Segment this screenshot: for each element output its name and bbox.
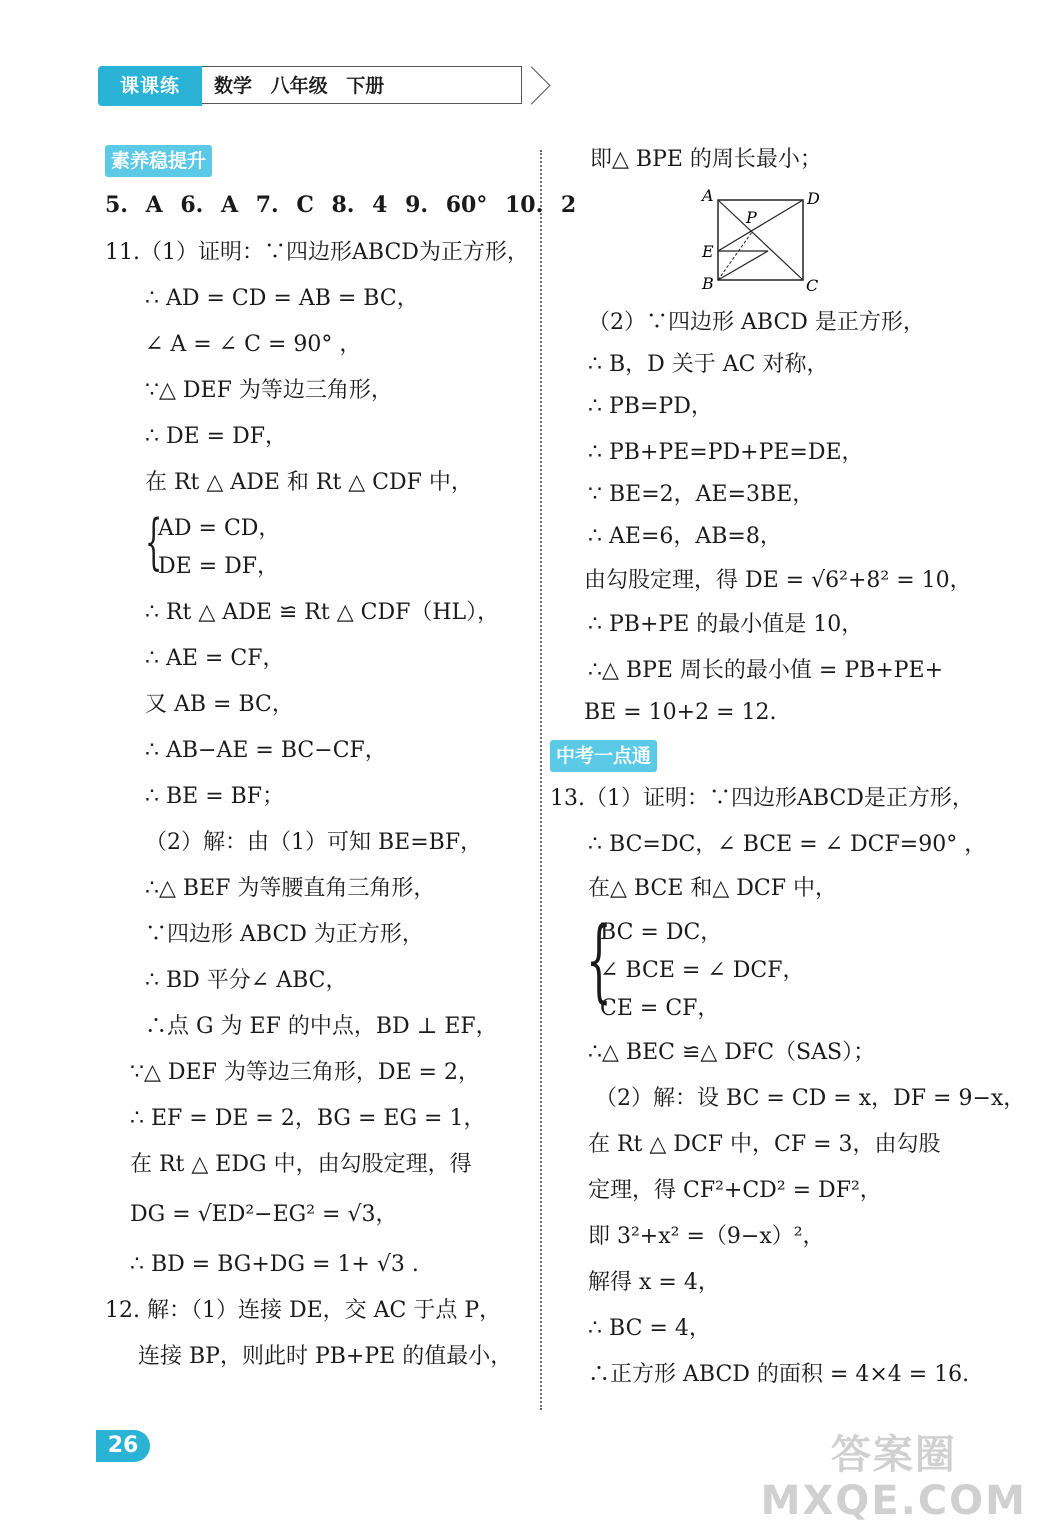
left-line-16: ∴ BD 平分∠ ABC， <box>145 968 348 993</box>
left-line-9: ∴ AE = CF， <box>145 646 285 671</box>
brace-1: { <box>145 507 163 577</box>
left-line-6: AD = CD， <box>158 516 281 541</box>
page-number: 26 <box>96 1430 150 1462</box>
column-divider <box>540 150 542 1410</box>
section-tag-2: 中考一点通 <box>550 740 657 772</box>
left-line-23: 12. 解：（1）连接 DE，交 AC 于点 P， <box>105 1298 502 1323</box>
left-line-8: ∴ Rt △ ADE ≌ Rt △ CDF（HL）， <box>145 600 500 625</box>
label-p: P <box>746 208 757 227</box>
left-line-11: ∴ AB−AE = BC−CF， <box>145 738 387 763</box>
right-bottom-line-9: 定理，得 CF²+CD² = DF²， <box>588 1178 882 1203</box>
right-mid-line-7: ∴ PB+PE 的最小值是 10， <box>588 612 864 637</box>
label-b: B <box>702 274 714 293</box>
segment-de <box>718 200 803 251</box>
label-e: E <box>702 242 714 261</box>
left-line-4: ∴ DE = DF， <box>145 424 288 449</box>
left-line-1: ∴ AD = CD = AB = BC， <box>145 286 419 311</box>
label-c: C <box>806 276 819 295</box>
left-line-21: DG = √ED²−EG² = √3， <box>130 1202 398 1227</box>
right-bottom-line-0: 13.（1）证明：∵四边形ABCD是正方形， <box>550 786 974 811</box>
right-mid-line-5: ∴ AE=6，AB=8， <box>588 524 782 549</box>
left-line-3: ∵△ DEF 为等边三角形， <box>145 378 393 403</box>
right-bottom-line-8: 在 Rt △ DCF 中，CF = 3，由勾股 <box>588 1132 941 1157</box>
right-mid-line-8: ∴△ BPE 周长的最小值 = PB+PE+ <box>588 658 944 683</box>
right-bottom-line-3: BC = DC， <box>600 920 723 945</box>
watermark-logo: 答案圈 MXQE.COM <box>760 1432 1027 1524</box>
right-mid-line-3: ∴ PB+PE=PD+PE=DE， <box>588 440 864 465</box>
right-mid-line-2: ∴ PB=PD， <box>588 394 713 419</box>
right-mid-line-4: ∵ BE=2，AE=3BE， <box>588 482 815 507</box>
subject-label: 数学 八年级 下册 <box>202 66 522 104</box>
right-bottom-line-2: 在△ BCE 和△ DCF 中， <box>588 876 838 901</box>
left-line-12: ∴ BE = BF； <box>145 784 285 809</box>
label-d: D <box>807 189 820 208</box>
right-bottom-line-12: ∴ BC = 4， <box>588 1316 711 1341</box>
left-line-10: 又 AB = BC， <box>145 692 294 717</box>
right-mid-line-0: （2）∵四边形 ABCD 是正方形， <box>588 310 925 335</box>
right-bottom-line-5: CE = CF， <box>600 996 720 1021</box>
right-bottom-line-4: ∠ BCE = ∠ DCF， <box>600 958 805 983</box>
right-bottom-line-13: ∴正方形 ABCD 的面积 = 4×4 = 16. <box>588 1362 970 1387</box>
right-mid-line-1: ∴ B，D 关于 AC 对称， <box>588 352 829 377</box>
left-line-7: DE = DF， <box>158 554 280 579</box>
left-line-5: 在 Rt △ ADE 和 Rt △ CDF 中， <box>145 470 473 495</box>
section-tag-1: 素养稳提升 <box>105 145 212 177</box>
label-a: A <box>702 186 714 205</box>
left-line-13: （2）解：由（1）可知 BE=BF， <box>145 830 483 855</box>
right-bottom-line-11: 解得 x = 4， <box>588 1270 720 1295</box>
left-line-14: ∴△ BEF 为等腰直角三角形， <box>145 876 436 901</box>
left-line-15: ∵四边形 ABCD 为正方形， <box>145 922 424 947</box>
segment-bp <box>718 251 768 280</box>
right-bottom-line-6: ∴△ BEC ≌△ DFC（SAS）； <box>588 1040 876 1065</box>
header <box>98 66 443 106</box>
left-line-19: ∴ EF = DE = 2，BG = EG = 1， <box>130 1106 486 1131</box>
left-line-24: 连接 BP，则此时 PB+PE 的值最小， <box>138 1344 513 1369</box>
left-line-17: ∴点 G 为 EF 的中点，BD ⊥ EF， <box>145 1014 498 1039</box>
dashed-bp <box>718 232 752 280</box>
right-top-line-0: 即△ BPE 的周长最小； <box>590 147 822 172</box>
right-mid-line-6: 由勾股定理，得 DE = √6²+8² = 10， <box>584 568 972 593</box>
left-line-22: ∴ BD = BG+DG = 1+ √3 . <box>130 1252 419 1277</box>
right-bottom-line-7: （2）解：设 BC = CD = x，DF = 9−x， <box>595 1086 1026 1111</box>
brace-2: { <box>586 908 612 1013</box>
right-bottom-line-10: 即 3²+x² =（9−x）²， <box>588 1224 825 1249</box>
right-mid-line-9: BE = 10+2 = 12. <box>584 700 777 725</box>
square-figure <box>690 185 840 295</box>
left-line-2: ∠ A = ∠ C = 90° ， <box>145 332 362 357</box>
right-bottom-line-1: ∴ BC=DC，∠ BCE = ∠ DCF=90° ， <box>588 832 987 857</box>
left-line-0: 11.（1）证明：∵四边形ABCD为正方形， <box>105 240 529 265</box>
answers-line: 5. A 6. A 7. C 8. 4 9. 60° 10. 2 <box>105 192 577 218</box>
left-line-20: 在 Rt △ EDG 中，由勾股定理，得 <box>130 1152 472 1177</box>
left-line-18: ∵△ DEF 为等边三角形，DE = 2， <box>130 1060 480 1085</box>
diagonal-ac <box>718 200 803 280</box>
brand-label: 课课练 <box>98 66 202 106</box>
